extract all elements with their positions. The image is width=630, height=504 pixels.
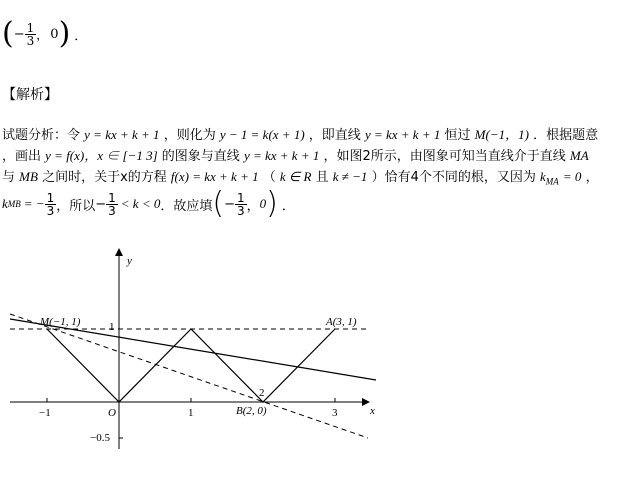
analysis-line-3: 与 MB 之间时，关于x的方程 f(x) = kx + k + 1 （ k ∈ R 且 k ≠ −1 ）恰有4个不同的根，又因为 $k_{MA} = 0$ ， — [2, 169, 599, 187]
section-title: 【解析】 — [2, 87, 58, 103]
left-paren: ( — [2, 16, 14, 51]
y-axis-label: y — [127, 255, 132, 267]
x-tick-3: 3 — [332, 407, 338, 419]
top-answer: ( − $\frac{1}{3}$ ， 0 ) ． — [2, 16, 88, 51]
analysis-line-4: k MB = − $\frac{1}{3}$ ，所以 − $\frac{1}{3}$ < k < 0 ．故应填 ( − $\frac{1}{3}$ ， 0 ) ． — [2, 186, 295, 221]
fraction: $\frac{1}{3}$ — [237, 190, 245, 218]
right-paren: ) — [58, 16, 71, 51]
fraction: $\frac{1}{3}$ — [46, 190, 55, 218]
y-tick-neg-half: −0.5 — [90, 432, 110, 444]
minus-sign: − — [13, 26, 25, 42]
fraction: $\frac{1}{3}$ — [26, 20, 35, 48]
analysis-line-1: 试题分析：令 y = kx + k + 1 ，则化为 y − 1 = k(x + 1) ，即直线 y = kx + k + 1 恒过 M(−1，1) ．根据题意 — [2, 127, 599, 143]
point-A-label: A(3, 1) — [326, 316, 357, 328]
x-axis-label: x — [370, 405, 375, 417]
label-two: 2 — [259, 387, 265, 399]
line-through-M — [10, 319, 376, 380]
point-M-label: M(−1, 1) — [40, 316, 81, 328]
x-tick-1: 1 — [188, 407, 194, 419]
line-MB — [10, 314, 368, 438]
analysis-line-2: ，画出 y = f(x)，x ∈ [−1 3] 的图象与直线 y = kx + k + 1 ，如图2所示，由图象可知当直线介于直线 MA — [2, 148, 589, 164]
function-graph — [0, 244, 630, 504]
origin-label: O — [108, 407, 116, 419]
y-tick-1: 1 — [109, 321, 115, 333]
fraction: $\frac{1}{3}$ — [108, 190, 116, 218]
point-B-label: B(2, 0) — [236, 405, 267, 417]
x-tick-neg1: −1 — [39, 407, 51, 419]
